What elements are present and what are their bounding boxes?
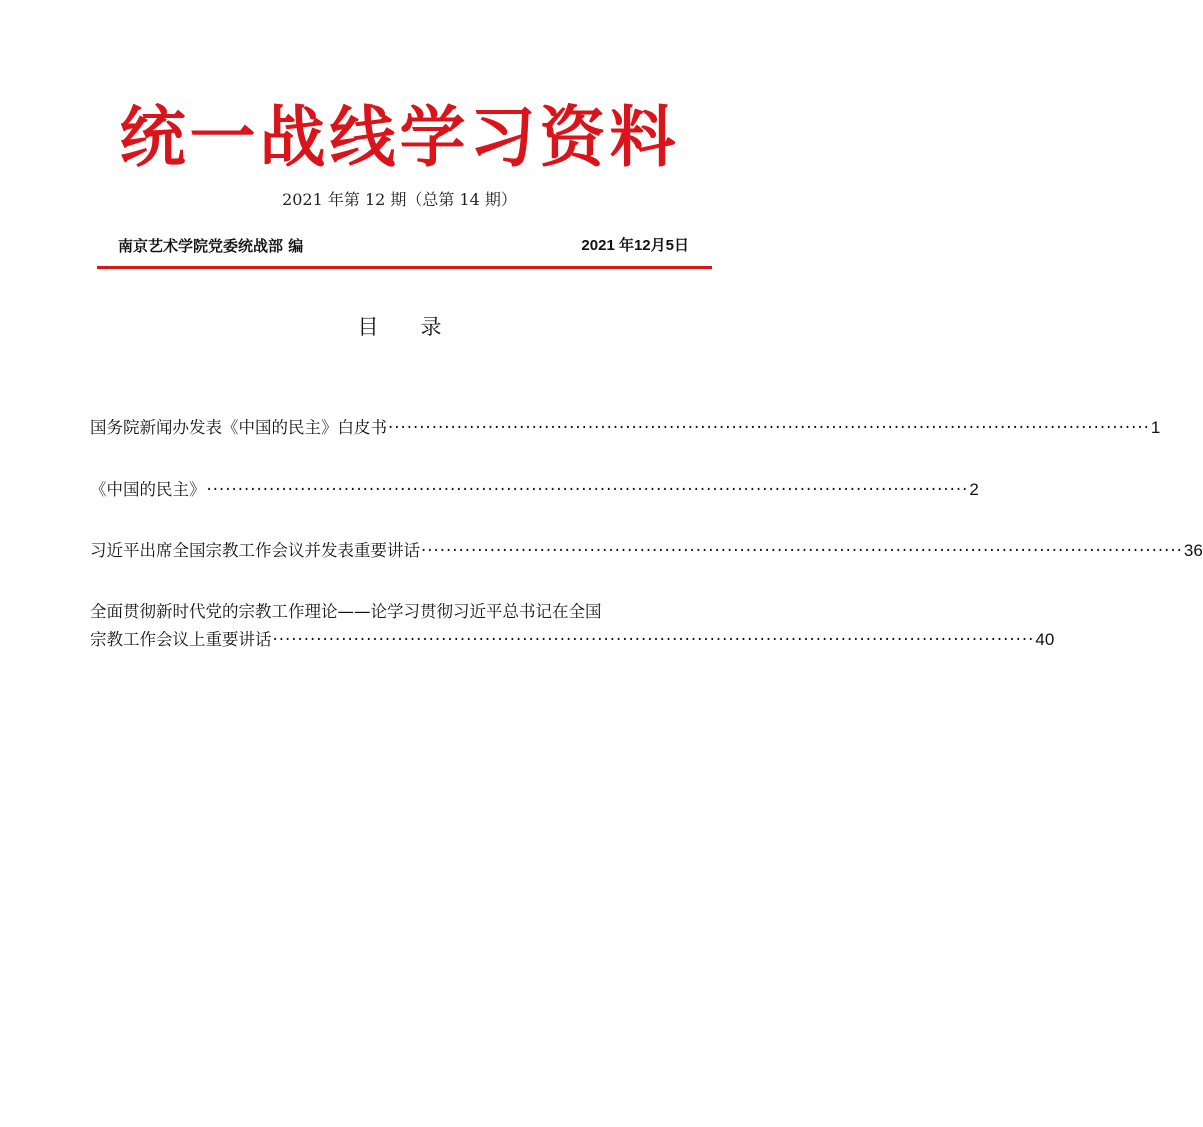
- toc-entry-title: 习近平出席全国宗教工作会议并发表重要讲话: [90, 541, 420, 560]
- publication-date: 2021 年12月5日: [581, 237, 689, 254]
- toc-entry-page: 2: [969, 480, 979, 499]
- toc-leader-dots: ··························································································································: [388, 418, 1150, 437]
- header-divider: [97, 266, 712, 269]
- toc-heading: 目 录: [357, 315, 442, 339]
- issue-number: 2021 年第 12 期（总第 14 期）: [282, 190, 517, 209]
- toc-entry-page: 40: [1035, 630, 1055, 649]
- toc-entry[interactable]: [90, 537, 1203, 565]
- toc-entry[interactable]: [90, 476, 979, 504]
- toc-leader-dots: ··························································································································: [421, 541, 1183, 560]
- table-of-contents: [90, 414, 1203, 654]
- toc-entry-page: 36: [1183, 541, 1203, 560]
- toc-entry-row: [90, 476, 979, 504]
- editor-credit: 南京艺术学院党委统战部 编: [118, 237, 304, 255]
- toc-entry-title: 国务院新闻办发表《中国的民主》白皮书: [90, 418, 387, 437]
- toc-entry-row: [90, 414, 1161, 442]
- toc-entry-title-line2: 宗教工作会议上重要讲话: [90, 630, 272, 649]
- toc-entry-title: 《中国的民主》: [90, 480, 206, 499]
- toc-leader-dots: ··························································································································: [272, 630, 1035, 649]
- toc-entry-page: 1: [1150, 418, 1161, 437]
- masthead-title: 统一战线学习资料: [119, 98, 680, 176]
- toc-entry-title-line1: 全面贯彻新时代党的宗教工作理论——论学习贯彻习近平总书记在全国: [90, 602, 602, 621]
- toc-entry[interactable]: [90, 598, 1055, 654]
- toc-leader-dots: ··························································································································: [206, 480, 969, 499]
- toc-entry-row: [90, 537, 1203, 565]
- toc-entry[interactable]: [90, 414, 1161, 442]
- toc-entry-row: [90, 626, 1055, 654]
